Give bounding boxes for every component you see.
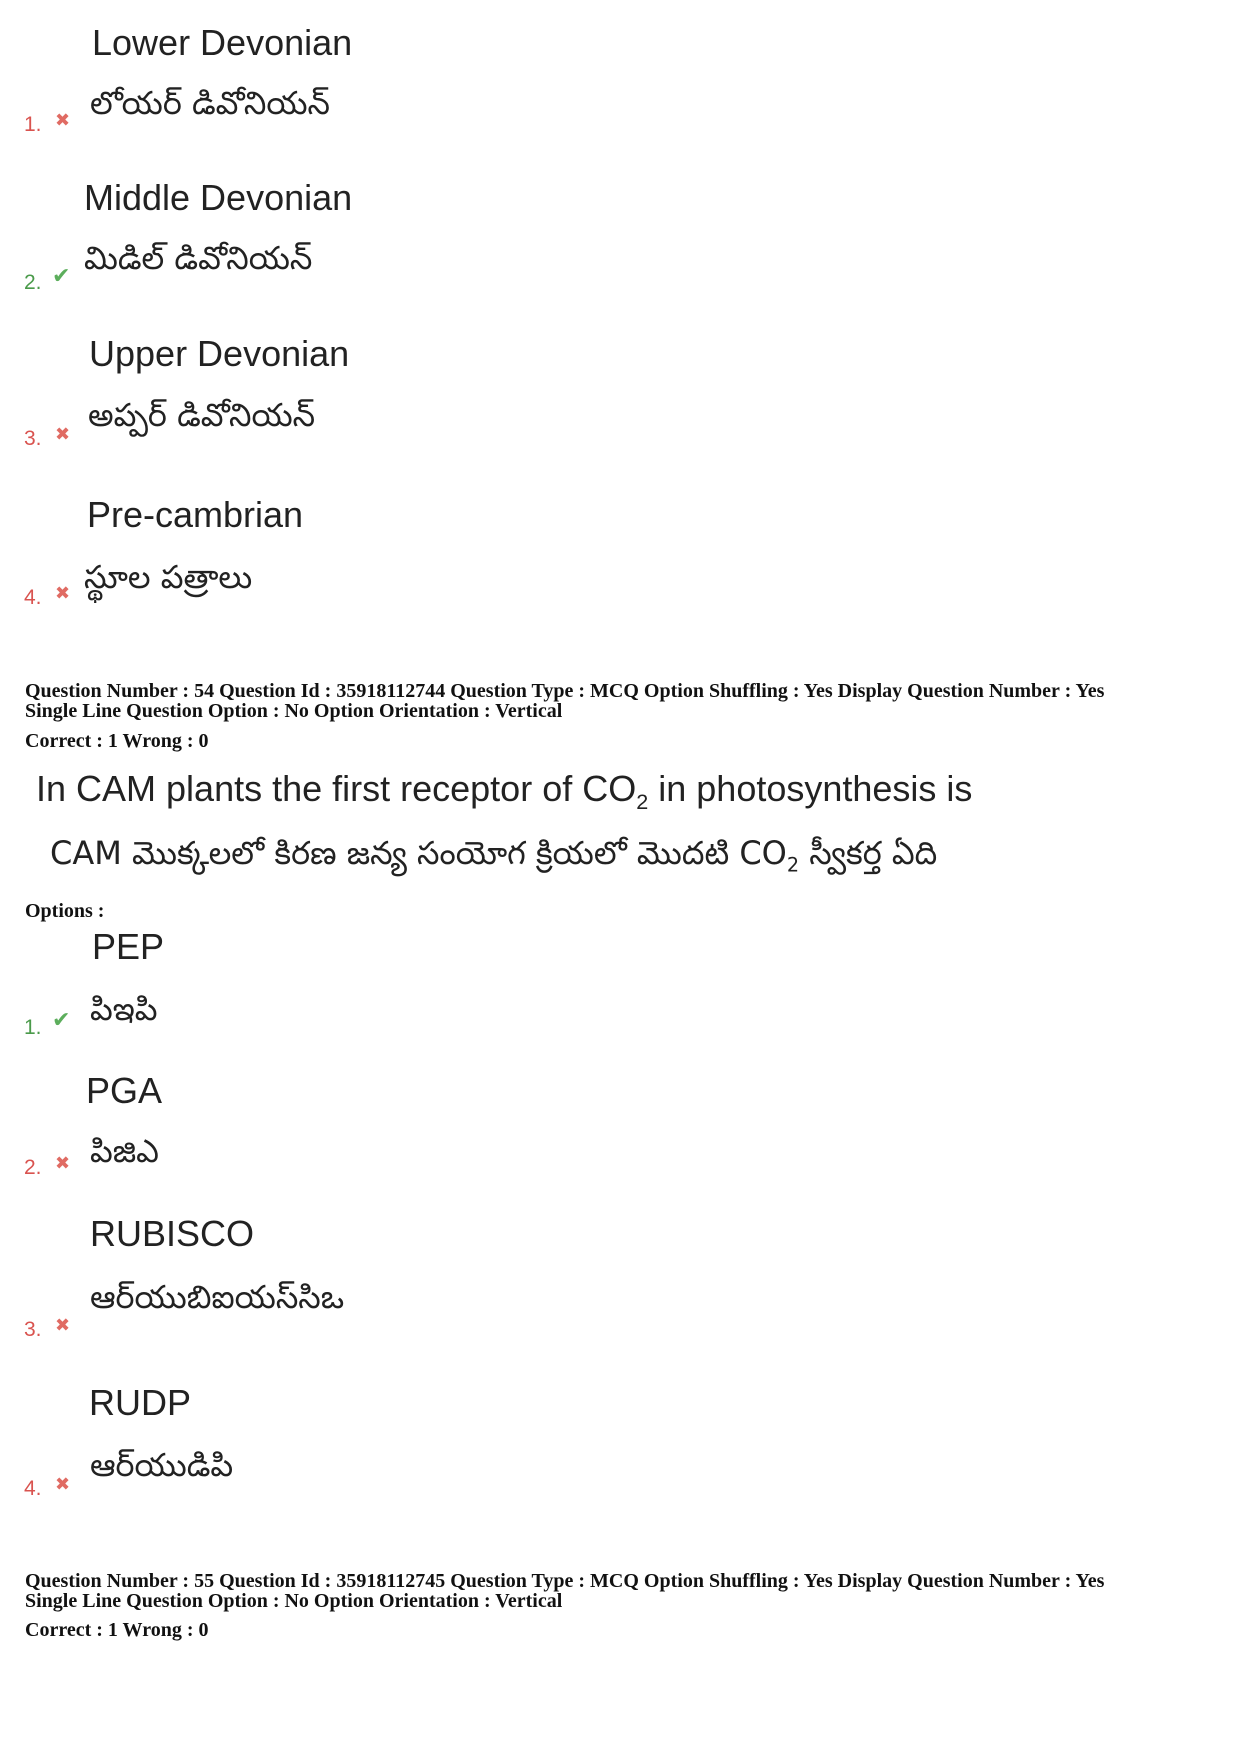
option-1-number: 1. [24,113,42,136]
question-en-subscript: 2 [636,789,649,815]
option-4-number: 4. [24,1477,42,1500]
question-text-telugu [50,834,937,880]
option-1-telugu: లోయర్ డివోనియన్ [90,84,330,122]
question-te-subscript: 2 [786,853,800,877]
question-en-part: In CAM plants the first receptor of CO [36,768,637,809]
question-te-part: CAM మొక్కలలో కిరణ జన్య సంయోగ క్రియలో మొదటి CO [50,834,787,872]
question-marks: Correct : 1 Wrong : 0 [25,730,209,752]
wrong-mark-icon: ✖ [55,110,71,131]
question-meta-line-1: Question Number : 55 Question Id : 35918112745 Question Type : MCQ Option Shuffling : Yes Display Question Number : Yes [25,1570,1105,1592]
option-3-english: RUBISCO [90,1213,255,1254]
question-meta-line-2: Single Line Question Option : No Option Orientation : Vertical [25,700,563,722]
option-2-telugu: పిజిఎ [90,1132,159,1170]
question-meta-line-1: Question Number : 54 Question Id : 35918112744 Question Type : MCQ Option Shuffling : Yes Display Question Number : Yes [25,680,1105,702]
wrong-mark-icon: ✖ [55,1315,71,1336]
question-marks: Correct : 1 Wrong : 0 [25,1619,209,1641]
option-3-number: 3. [24,427,42,450]
option-1-number: 1. [24,1016,42,1039]
wrong-mark-icon: ✖ [55,424,71,445]
question-text-english [36,768,972,815]
option-3-telugu: అప్పర్ డివోనియన్ [88,396,316,434]
option-4-english: Pre-cambrian [87,494,304,535]
option-2-number: 2. [24,271,42,294]
check-mark-icon: ✔ [52,1008,71,1033]
question-en-part: in photosynthesis is [648,768,973,809]
wrong-mark-icon: ✖ [55,583,71,604]
option-1-english: Lower Devonian [92,22,353,63]
option-3-telugu: ఆర్‌యుబిఐయస్‌సిఒ [90,1278,345,1316]
option-2-english: Middle Devonian [84,177,353,218]
option-2-english: PGA [86,1070,163,1111]
option-4-english: RUDP [89,1382,192,1423]
options-label: Options : [25,900,105,922]
option-4-number: 4. [24,586,42,609]
check-mark-icon: ✔ [52,264,71,289]
option-2-telugu: మిడిల్ డివోనియన్ [84,239,313,277]
option-2-number: 2. [24,1156,42,1179]
option-3-english: Upper Devonian [89,333,350,374]
option-1-telugu: పిఇపి [90,990,158,1028]
wrong-mark-icon: ✖ [55,1474,71,1495]
question-meta-line-2: Single Line Question Option : No Option Orientation : Vertical [25,1590,563,1612]
option-4-telugu: ఆర్‌యుడిపి [90,1446,234,1484]
question-te-part: స్వీకర్త ఏది [799,834,938,872]
wrong-mark-icon: ✖ [55,1153,71,1174]
option-1-english: PEP [92,926,165,967]
option-4-telugu: స్థూల పత్రాలు [84,558,253,596]
option-3-number: 3. [24,1318,42,1341]
